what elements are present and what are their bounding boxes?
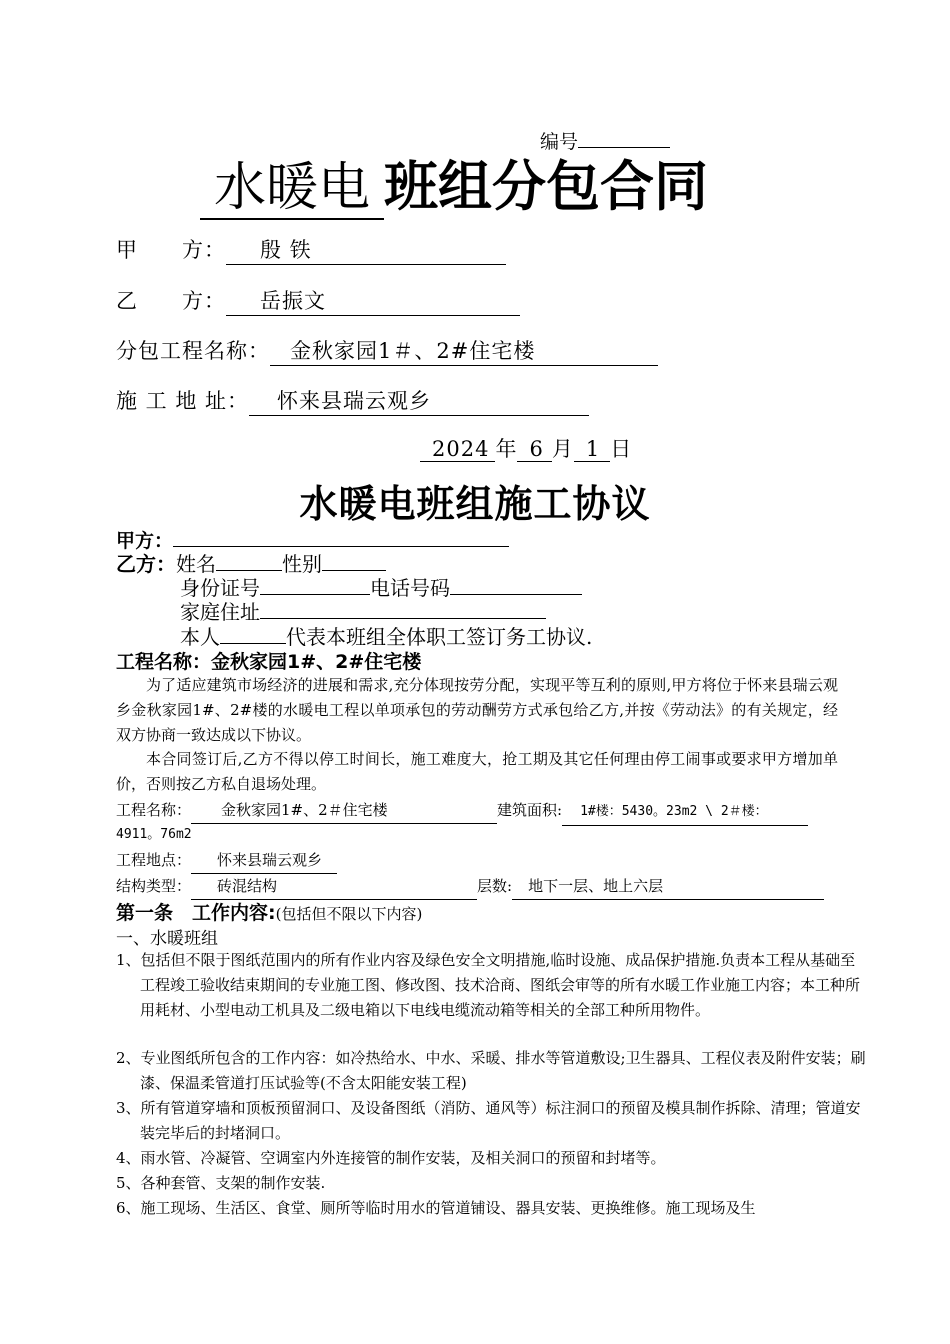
location-field [191,847,337,874]
work-item [116,1046,866,1096]
cover-date [420,433,632,463]
agreement-title [0,473,950,528]
cover-project [116,335,658,366]
cover-project-label: 分包工程名称： [116,339,270,363]
serial-blank [578,126,670,148]
area-label: 建筑面积: [497,801,563,819]
rep-blank [220,621,286,644]
project-heading [116,647,421,674]
project-heading-text: 工程名称：金秋家园1#、2#住宅楼 [116,651,422,673]
area-field [562,799,808,826]
name-label: 姓名 [176,552,216,576]
agreement-title-text: 水暖电班组施工协议 [299,482,651,526]
proj-name-field [191,797,497,824]
date-day-value: 1 [585,437,601,461]
rep-suffix: 代表本班组全体职工签订务工协议. [286,625,593,649]
home-blank [260,596,546,619]
area-value-cont: 4911。76m2 [116,827,192,842]
structure-label: 结构类型： [116,877,192,895]
party-b-name: 岳振文 [260,289,326,313]
article-1-note: (包括但不限以下内容) [275,905,423,923]
work-item-5: 5、各种套管、支架的制作安装. [116,1174,326,1192]
work-item [116,948,866,1023]
structure-value: 砖混结构 [217,877,278,895]
cover-party-a-value [226,234,506,265]
gender-blank [322,548,386,571]
article-1-heading [116,898,422,925]
work-item-4: 4、雨水管、冷凝管、空调室内外连接管的制作安装，及相关洞口的预留和封堵等。 [116,1149,666,1167]
terms-paragraph-text: 本合同签订后,乙方不得以停工时间长，施工难度大，抢工期及其它任何理由停工闹事或要求甲方增加单价，否则按乙方私自退场处理。 [116,750,838,793]
cover-address-value [249,385,589,416]
work-item [116,1146,866,1171]
home-label: 家庭住址 [180,600,260,624]
work-item-1: 1、包括但不限于图纸范围内的所有作业内容及绿色安全文明措施,临时设施、成品保护措施.负责本工程从基础至工程竣工验收结束期间的专业施工图、修改图、技术洽商、图纸会审等的所有水暖工作业施工内容；本工种所用耗材、小型电动工机具及二级电箱以下电线电缆流动箱等相关的全部工种所用物件。 [116,951,861,1019]
title-rest: 班组分包合同 [384,155,709,218]
section-plumbing [116,924,218,949]
project-name: 金秋家园1＃、2#住宅楼 [290,339,536,363]
address-name: 怀来县瑞云观乡 [277,389,432,413]
date-month [517,437,551,462]
structure-row [116,873,824,900]
gender-label: 性别 [282,552,322,576]
cover-party-b-label: 乙 方： [116,289,226,313]
terms-paragraph [116,747,838,797]
agreement-party-a-label: 甲方： [116,529,174,552]
article-1-title: 第一条 工作内容: [116,902,276,924]
cover-address [116,385,589,416]
floors-value: 地下一层、地上六层 [528,877,664,895]
phone-blank [450,572,582,595]
party-a-name: 殷 铁 [260,238,312,262]
agreement-party-a-blank [173,525,509,547]
agreement-party-b-label: 乙方： [116,552,176,576]
proj-name-label: 工程名称： [116,801,192,819]
date-day-unit: 日 [610,437,633,461]
date-month-value: 6 [529,437,544,461]
id-blank [260,572,370,595]
date-year-unit: 年 [495,437,518,461]
date-day [574,437,610,462]
proj-name-value: 金秋家园1#、2＃住宅楼 [221,801,388,819]
floors-field [512,873,824,900]
serial-number [540,126,670,154]
title-trade: 水暖电 [200,158,384,220]
intro-paragraph-text: 为了适应建筑市场经济的进展和需求,充分体现按劳分配，实现平等互利的原则,甲方将位于怀来县瑞云观乡金秋家园1#、2#楼的水暖电工程以单项承包的劳动酬劳方式承包给乙方,并按《劳动法》的有关规定，经双方协商一致达成以下协议。 [116,676,838,744]
phone-label: 电话号码 [370,576,450,600]
date-year-value: 2024 [432,437,490,461]
work-item [116,1196,866,1221]
cover-project-value [270,335,658,366]
intro-paragraph [116,673,838,748]
cover-address-label: 施 工 地 址： [116,389,250,413]
area-value: 1#楼：5430。23m2 \ 2＃楼： [580,804,768,819]
location-label: 工程地点： [116,851,192,869]
rep-prefix: 本人 [180,625,220,649]
section-plumbing-text: 一、水暖班组 [116,929,218,949]
floors-label: 层数: [477,877,513,895]
date-month-unit: 月 [551,437,574,461]
cover-party-a [116,234,506,265]
name-blank [216,548,282,571]
work-item [116,1096,866,1146]
work-item-6: 6、施工现场、生活区、食堂、厕所等临时用水的管道铺设、器具安装、更换维修。施工现场及生 [116,1199,756,1217]
cover-party-b [116,285,520,316]
area-continuation [116,825,192,845]
contract-title [200,152,708,235]
work-item-2: 2、专业图纸所包含的工作内容：如冷热给水、中水、采暖、排水等管道敷设;卫生器具、工程仪表及附件安装；刷漆、保温柔管道打压试验等(不含太阳能安装工程) [116,1049,866,1092]
project-info-row [116,797,808,826]
cover-party-b-value [226,285,520,316]
structure-field [191,873,477,900]
agreement-representative [180,621,592,650]
cover-party-a-label: 甲 方： [116,238,226,262]
location-row [116,847,337,874]
id-label: 身份证号 [180,576,260,600]
work-item-3: 3、所有管道穿墙和顶板预留洞口、及设备图纸（消防、通风等）标注洞口的预留及模具制作拆除、清理；管道安装完毕后的封堵洞口。 [116,1099,861,1142]
location-value: 怀来县瑞云观乡 [217,851,323,869]
serial-label: 编号 [540,130,579,153]
work-item [116,1171,866,1196]
date-year [420,437,495,462]
